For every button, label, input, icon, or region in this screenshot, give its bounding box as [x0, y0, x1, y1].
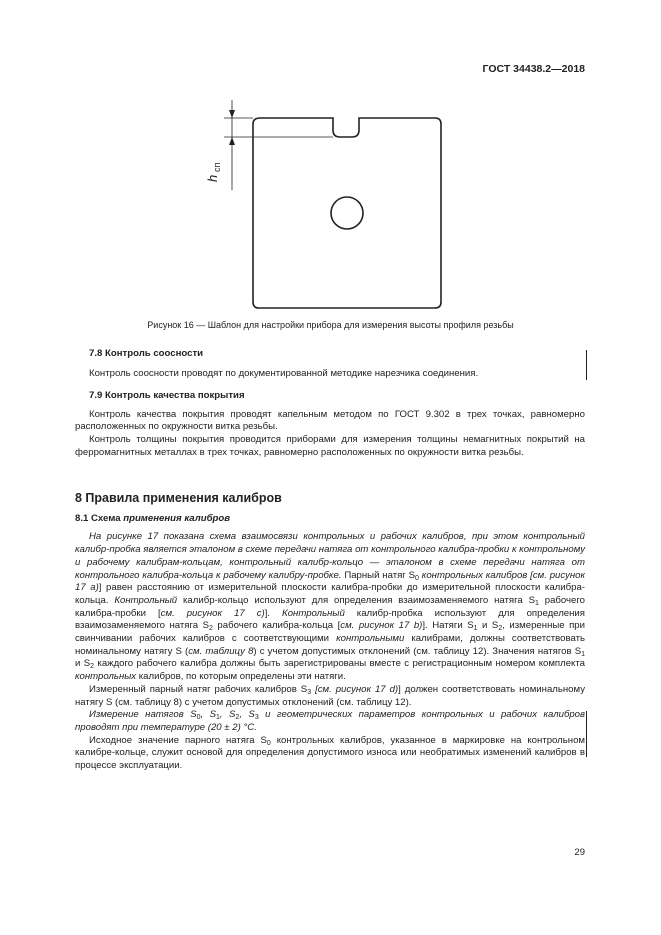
subsection-number: 8.1 Схема: [75, 512, 124, 524]
section-title: 8 Правила применения калибров: [75, 491, 282, 505]
paragraph: Контроль толщины покрытия проводится приборами для измерения толщины немагнитных покрытий на ферромагнитных металлах в трех точках, равномерно расположенных по окружности витка резьбы.: [75, 434, 585, 458]
figure-caption: Рисунок 16 — Шаблон для настройки прибора для измерения высоты профиля резьбы: [147, 320, 514, 330]
section-title: 7.9 Контроль качества покрытия: [89, 390, 245, 401]
subsection-title: применения калибров: [123, 512, 231, 524]
paragraph: Измеренный парный натяг рабочих калибров $S_3$ [см. рисунок 17 d)] должен соответствовать номинальному натягу S (см. таблицу 8) с учетом допустимых отклонений (см. таблицу 12).: [75, 683, 586, 708]
template-drawing: [180, 90, 460, 315]
paragraph: Исходное значение парного натяга $S_0$ контрольных калибров, указанное в маркировке на контрольном калибре-кольце, служит основой для определения допустимого износа или необратимых изменений калибров в процессе эксплуатации.: [75, 734, 585, 772]
section-title: 7.8 Контроль соосности: [89, 348, 204, 359]
paragraph: На рисунке 17 показана схема взаимосвязи контрольных и рабочих калибров, при этом контрольный калибр-пробка является эталоном в схеме передачи натяга от контрольного калибра-пробки к контрольному и рабочему калибрам-кольцам, контрольный калибр-кольцо — эталоном в схеме передачи натяга от контрольного калибра-кольца к рабочему калибру-пробке. Парный натяг $S_0$ контрольных калибров [см. рисунок 17 а)] равен расстоянию от измерительной плоскости калибра-пробки до измерительной плоскости калибра-кольца. Контрольный калибр-кольцо используют для определения взаимозаменяемого натяга $S_1$ рабочего калибра-пробки [см. рисунок 17 с)]. Контрольный калибр-пробка используют для определения взаимозаменяемого натяга $S_2$ рабочего калибра-кольца [см. рисунок 17 b)]. Натяги $S_1$ и $S_2$, измеренные при свинчивании рабочих калибров с соответствующими контрольными калибрами, должны соответствовать номинальному натягу S (см. таблицу 8) с учетом допустимых отклонений (см. таблицу 12). Значения натягов $S_1$ и $S_2$ каждого рабочего калибра должны быть зарегистрированы вместе с регистрационным номером комплекта контрольных калибров, по которым определены эти натяги.: [75, 531, 586, 683]
paragraph: Контроль качества покрытия проводят капельным методом по ГОСТ 9.302 в трех точках, равномерно расположенных по окружности витка резьбы.: [75, 408, 585, 433]
section-8: [75, 492, 585, 773]
paragraph: Контроль соосности проводят по документированной методике нарезчика соединения.: [89, 367, 479, 379]
document-header: ГОСТ 34438.2—2018: [482, 63, 585, 75]
dimension-subscript: сп: [212, 162, 222, 172]
change-bar: [586, 711, 587, 757]
section-7-9: [75, 390, 585, 460]
paragraph: Измерение натягов $S_0$, $S_1$, $S_2$, $S_3$ и геометрических параметров контрольных и рабочих калибров проводят при температуре (20 ± 2) °С.: [75, 709, 586, 733]
page-number: 29: [574, 847, 585, 858]
change-bar: [586, 350, 587, 380]
dimension-label: h: [205, 174, 220, 182]
section-7-8: [75, 348, 585, 380]
